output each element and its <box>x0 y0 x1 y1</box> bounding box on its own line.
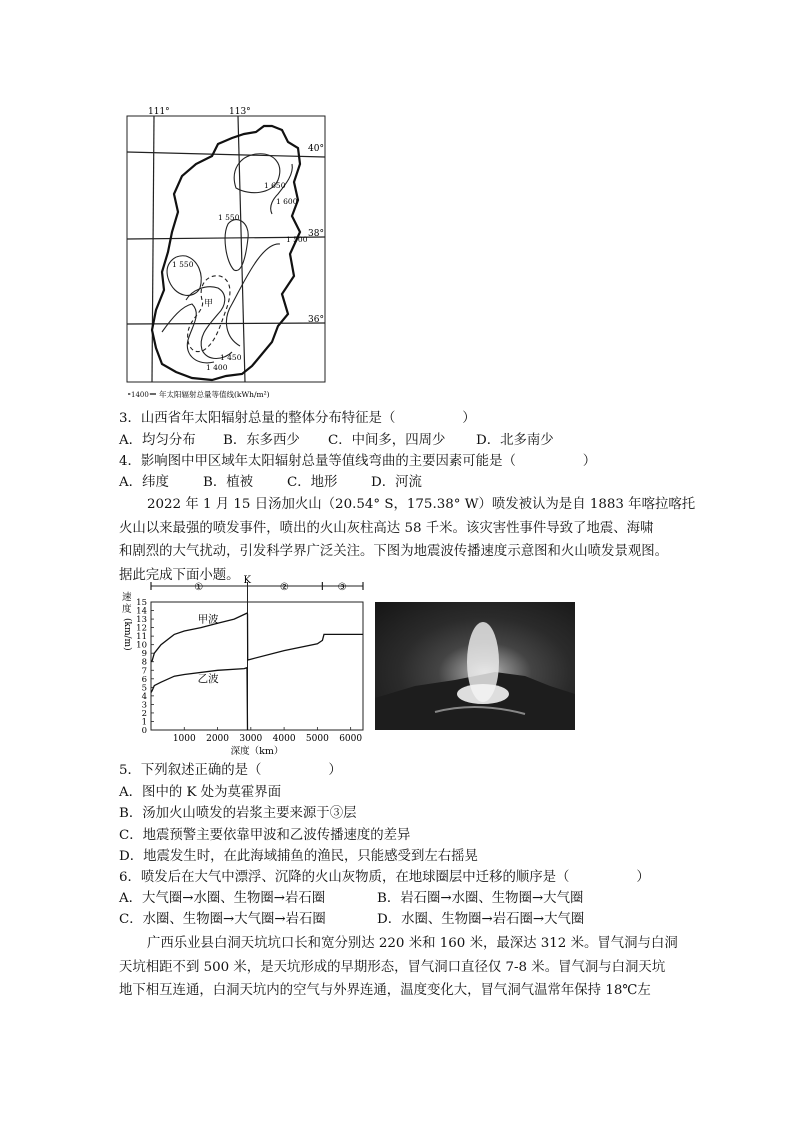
y-tick-label: 6 <box>141 674 147 685</box>
q6-options-row1 <box>119 888 679 910</box>
q6-option-a[interactable]: A．大气圈→水圈、生物圈→岩石圈 <box>119 891 326 906</box>
q4-option-d[interactable]: D．河流 <box>371 475 422 490</box>
y-tick-label: 13 <box>136 615 147 626</box>
layer-label-2: ② <box>279 582 289 593</box>
y-tick-label: 10 <box>136 640 147 651</box>
y-tick-label: 3 <box>141 700 147 711</box>
lat-label-40: 40° <box>308 144 324 154</box>
y-tick-label: 2 <box>141 708 147 719</box>
q4-option-a[interactable]: A．纬度 <box>119 475 169 490</box>
tiankeng-intro <box>119 932 694 1003</box>
q4-options <box>119 472 679 494</box>
q4-option-b[interactable]: B．植被 <box>203 475 254 490</box>
contour-label-1550a: 1 550 <box>218 213 240 222</box>
outro-line-3: 地下相互连通，白洞天坑内的空气与外界连通，温度变化大，冒气洞气温常年保持 18℃左 <box>119 983 651 998</box>
label-jia: 甲 <box>204 299 214 309</box>
q3-stem: 3．山西省年太阳辐射总量的整体分布特征是（ ） <box>119 411 476 426</box>
layer-label-3: ③ <box>337 582 347 593</box>
q5-option-d[interactable]: D．地震发生时，在此海域捕鱼的渔民，只能感受到左右摇晃 <box>119 849 478 864</box>
q5-option-a[interactable]: A．图中的 K 处为莫霍界面 <box>119 785 282 800</box>
y-tick-label: 1 <box>141 717 147 728</box>
y-tick-label: 8 <box>141 657 147 668</box>
q5-option-b[interactable]: B．汤加火山喷发的岩浆主要来源于③层 <box>119 806 357 821</box>
outro-line-2: 天坑相距不到 500 米，是天坑形成的早期形态，冒气洞口直径仅 7-8 米。冒气洞与白洞天坑 <box>119 959 666 975</box>
lon-label-111: 111° <box>148 107 170 117</box>
q4-option-c[interactable]: C．地形 <box>287 475 338 490</box>
volcano-eruption-image <box>375 602 575 730</box>
y-axis-label-2: 度 <box>122 604 132 615</box>
intro-line-4: 据此完成下面小题。 <box>119 567 240 583</box>
q3-option-a[interactable]: A．均匀分布 <box>119 433 196 448</box>
y-tick-label: 5 <box>141 683 147 694</box>
q6-option-d[interactable]: D．水圈、生物圈→岩石圈→大气圈 <box>377 912 585 927</box>
q3-option-d[interactable]: D．北多南少 <box>476 433 554 448</box>
shanxi-radiation-map <box>122 104 344 400</box>
intro-line-3: 和剧烈的大气扰动，引发科学界广泛关注。下图为地震波传播速度示意图和火山喷发景观图。 <box>119 544 669 559</box>
tonga-intro <box>119 493 694 587</box>
layer-label-1: ① <box>194 582 204 593</box>
parallel-40 <box>127 152 325 157</box>
y-tick-label: 12 <box>136 623 147 634</box>
contour-1550-right <box>225 220 248 271</box>
q6-options-row2 <box>119 909 679 931</box>
q5-option-c[interactable]: C．地震预警主要依靠甲波和乙波传播速度的差异 <box>119 828 411 843</box>
q4-stem: 4．影响图中甲区域年太阳辐射总量等值线弯曲的主要因素可能是（ ） <box>119 454 597 469</box>
intro-line-2: 火山以来最强的喷发事件，喷出的火山灰柱高达 58 千米。该灾害性事件导致了地震、海啸 <box>119 520 654 536</box>
outro-line-1: 广西乐业县白洞天坑坑口长和宽分别达 220 米和 160 米，最深达 312 米。冒气洞与白洞 <box>147 936 678 951</box>
contour-label-1450: 1 450 <box>220 353 242 362</box>
y-axis-label-units: (km/m) <box>122 618 132 651</box>
intro-line-1: 2022 年 1 月 15 日汤加火山（20.54° S，175.38° W）喷发被认为是自 1883 年喀拉喀托 <box>147 497 696 512</box>
y-tick-label: 7 <box>141 666 147 677</box>
layer-label-k: K <box>243 575 251 586</box>
plot-frame <box>151 602 363 730</box>
lon-label-113: 113° <box>229 107 251 117</box>
x-tick-label: 2000 <box>206 734 230 744</box>
legend-value: 1400 <box>131 391 149 399</box>
y-tick-label: 15 <box>136 598 147 608</box>
legend-text: 年太阳辐射总量等值线(kWh/m²) <box>159 390 270 399</box>
y-tick-label: 9 <box>141 649 147 660</box>
x-tick-label: 1000 <box>172 734 196 744</box>
series-label-s-wave: 乙波 <box>197 673 219 686</box>
x-tick-label: 3000 <box>239 734 263 744</box>
contour-label-1550b: 1 550 <box>172 260 194 269</box>
x-axis-label: 深度（km） <box>230 746 284 757</box>
x-tick-label: 6000 <box>339 734 363 744</box>
q3-option-b[interactable]: B．东多西少 <box>223 433 300 448</box>
volcano-eruption-photo <box>375 602 575 730</box>
x-tick-label: 5000 <box>305 734 329 744</box>
meridian-113 <box>238 116 245 382</box>
q6-option-c[interactable]: C．水圈、生物圈→大气圈→岩石圈 <box>119 912 326 927</box>
x-tick-label: 4000 <box>272 734 296 744</box>
y-tick-label: 14 <box>136 606 147 617</box>
contour-label-1500: 1 500 <box>286 235 308 244</box>
contour-label-1600: 1 600 <box>276 197 298 206</box>
q3-option-c[interactable]: C．中间多，四周少 <box>328 433 446 448</box>
lat-label-36: 36° <box>308 315 324 325</box>
contour-label-1650: 1 650 <box>264 181 286 190</box>
y-axis-label-1: 速 <box>122 592 132 603</box>
y-tick-label: 4 <box>141 691 147 702</box>
y-tick-label: 11 <box>136 632 147 643</box>
series-line-p-wave <box>151 613 363 662</box>
q6-stem: 6．喷发后在大气中漂浮、沉降的火山灰物质，在地球圈层中迁移的顺序是（ ） <box>119 870 650 885</box>
contour-1450 <box>186 287 232 359</box>
contour-1400 <box>162 304 214 363</box>
q5-stem: 5．下列叙述正确的是（ ） <box>119 763 342 778</box>
seismic-wave-chart <box>116 574 368 764</box>
series-label-p-wave: 甲波 <box>197 613 219 626</box>
q3-options <box>119 430 679 452</box>
q6-option-b[interactable]: B．岩石圈→水圈、生物圈→大气圈 <box>377 891 584 906</box>
y-tick-label: 0 <box>141 726 147 736</box>
lat-label-38: 38° <box>308 229 324 239</box>
contour-label-1400: 1 400 <box>206 363 228 372</box>
contour-1500 <box>226 244 280 346</box>
